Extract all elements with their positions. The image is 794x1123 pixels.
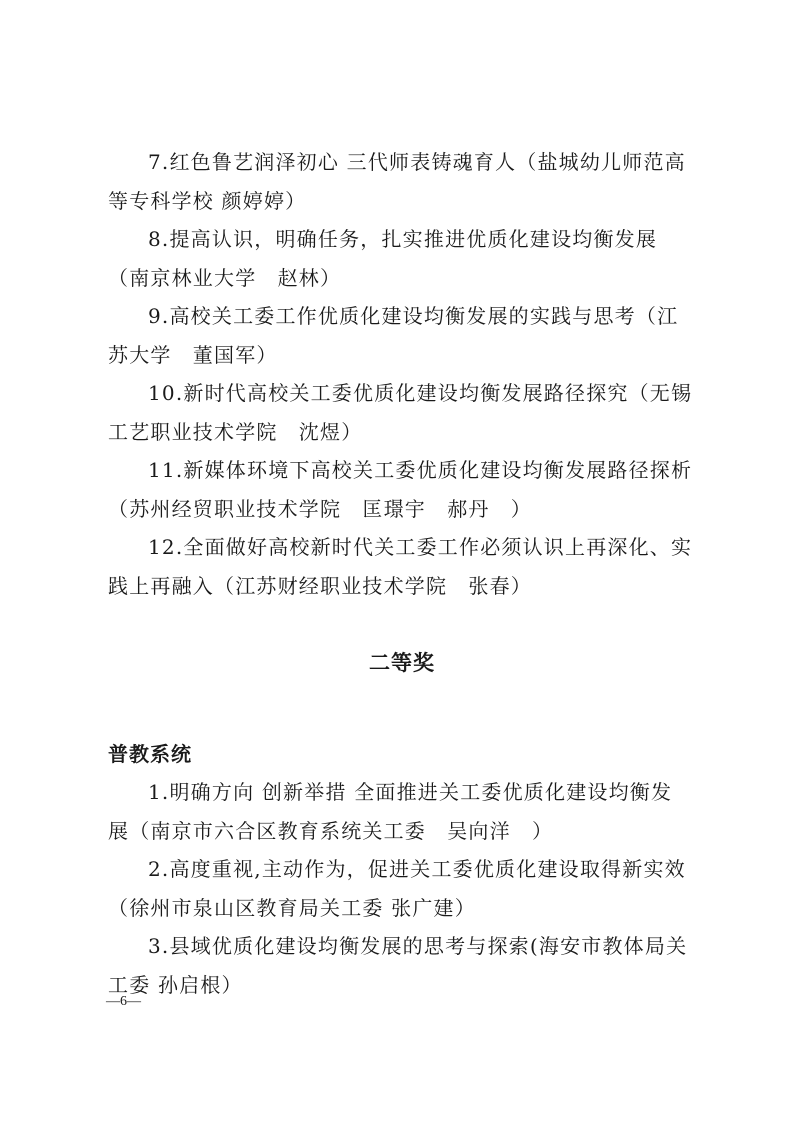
entry-line: 苏大学 董国军） bbox=[108, 342, 278, 367]
second-prize-list bbox=[108, 773, 696, 1004]
entry-line: 11.新媒体环境下高校关工委优质化建设均衡发展路径探析 bbox=[148, 458, 693, 482]
list-item bbox=[108, 374, 696, 451]
list-item bbox=[108, 451, 696, 528]
entry-line: 12.全面做好高校新时代关工委工作必须认识上再深化、实 bbox=[148, 535, 693, 559]
list-item bbox=[108, 297, 696, 374]
group-title-general-education: 普教系统 bbox=[108, 742, 192, 766]
entry-line: 2.高度重视,主动作为，促进关工委优质化建设取得新实效 bbox=[148, 857, 686, 881]
page-number: —6— bbox=[106, 994, 141, 1009]
list-item bbox=[108, 850, 696, 927]
entry-line: 1.明确方向 创新举措 全面推进关工委优质化建设均衡发 bbox=[148, 780, 673, 804]
entry-line: 7.红色鲁艺润泽初心 三代师表铸魂育人（盐城幼儿师范高 bbox=[148, 150, 686, 174]
entry-line: （苏州经贸职业技术学院 匡璟宇 郝丹 ） bbox=[108, 496, 532, 521]
entry-line: （徐州市泉山区教育局关工委 张广建） bbox=[108, 895, 476, 920]
document-body bbox=[108, 143, 696, 1004]
list-item bbox=[108, 773, 696, 850]
list-item bbox=[108, 528, 696, 605]
entry-line: 3.县域优质化建设均衡发展的思考与探索(海安市教体局关 bbox=[148, 934, 688, 958]
entry-line: 等专科学校 颜婷婷） bbox=[108, 188, 307, 213]
entry-line: 9.高校关工委工作优质化建设均衡发展的实践与思考（江 bbox=[148, 304, 679, 328]
entry-line: 10.新时代高校关工委优质化建设均衡发展路径探究（无锡 bbox=[148, 381, 693, 405]
entry-line: 展（南京市六合区教育系统关工委 吴向洋 ） bbox=[108, 818, 554, 843]
entry-line: 践上再融入（江苏财经职业技术学院 张春） bbox=[108, 573, 532, 598]
entry-line: 8.提高认识，明确任务，扎实推进优质化建设均衡发展 bbox=[148, 227, 658, 251]
entry-line: 工委 孙启根） bbox=[108, 972, 243, 997]
entry-line: 工艺职业技术学院 沈煜） bbox=[108, 419, 363, 444]
entry-line: （南京林业大学 赵林） bbox=[108, 265, 342, 290]
section-title-second-prize: 二等奖 bbox=[369, 650, 435, 675]
list-item bbox=[108, 143, 696, 220]
list-item bbox=[108, 220, 696, 297]
list-item bbox=[108, 927, 696, 1004]
first-prize-list bbox=[108, 143, 696, 605]
